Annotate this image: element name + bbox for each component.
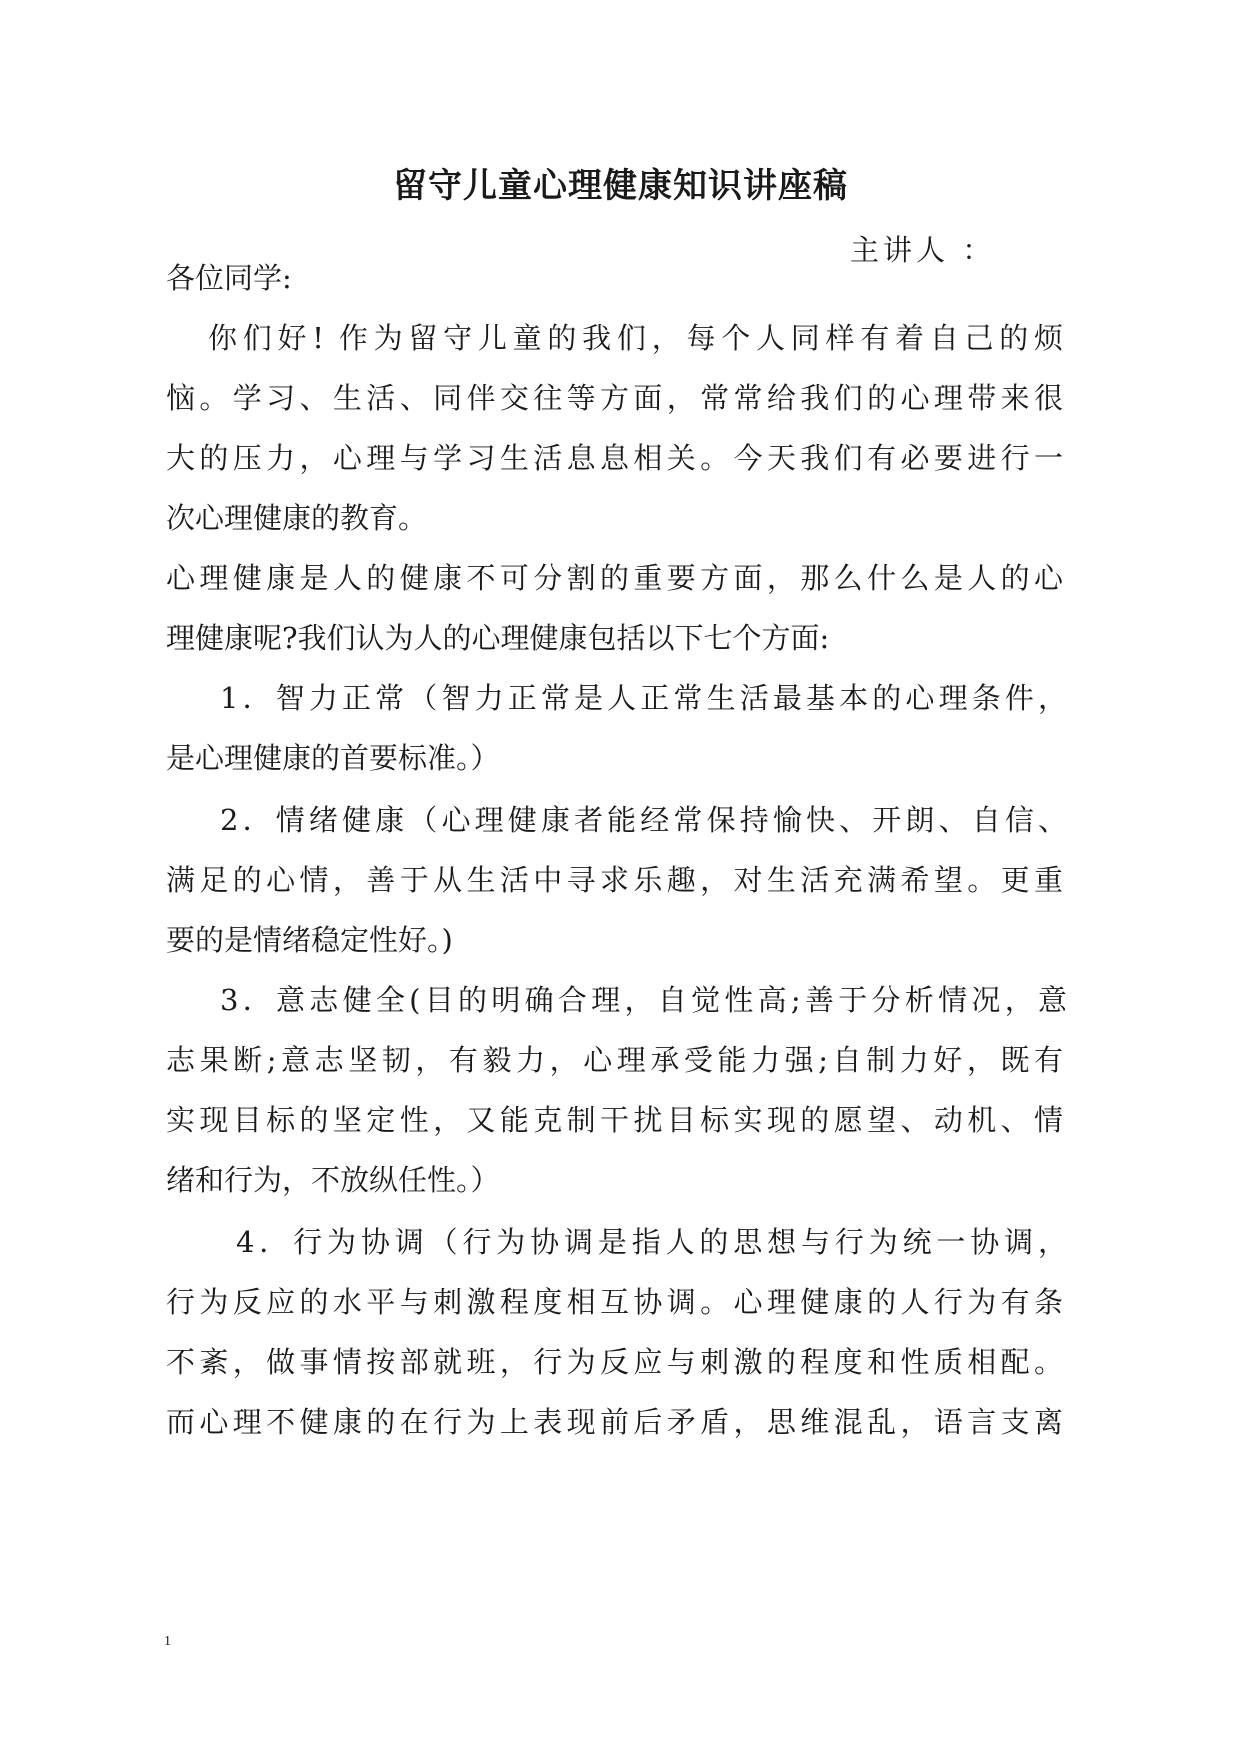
list-item-line: 满足的心情，善于从生活中寻求乐趣，对生活充满希望。更重 bbox=[166, 863, 1063, 897]
list-item-line: 是心理健康的首要标准。） bbox=[166, 741, 500, 775]
list-item-line: 而心理不健康的在行为上表现前后矛盾，思维混乱，语言支离 bbox=[166, 1405, 1063, 1439]
list-item-line: 实现目标的坚定性，又能克制干扰目标实现的愿望、动机、情 bbox=[166, 1103, 1063, 1137]
list-item-line: 志果断;意志坚韧，有毅力，心理承受能力强;自制力好，既有 bbox=[166, 1043, 1063, 1077]
page-number: 1 bbox=[164, 1634, 171, 1649]
speaker-label: 主讲人 ： bbox=[850, 233, 996, 267]
list-item-line: 2．情绪健康（心理健康者能经常保持愉快、开朗、自信、 bbox=[220, 803, 1067, 837]
list-item-line: 1．智力正常（智力正常是人正常生活最基本的心理条件， bbox=[220, 681, 1067, 715]
list-item-line: 要的是情绪稳定性好。) bbox=[166, 923, 453, 957]
document-title: 留守儿童心理健康知识讲座稿 bbox=[393, 166, 848, 206]
paragraph-line: 你们好! 作为留守儿童的我们，每个人同样有着自己的烦 bbox=[208, 321, 1063, 355]
list-item-line: 3．意志健全(目的明确合理，自觉性高;善于分析情况，意 bbox=[220, 983, 1067, 1017]
paragraph-line: 心理健康是人的健康不可分割的重要方面，那么什么是人的心 bbox=[166, 561, 1063, 595]
paragraph-line: 次心理健康的教育。 bbox=[166, 501, 428, 535]
list-item-line: 4．行为协调（行为协调是指人的思想与行为统一协调， bbox=[236, 1225, 1067, 1259]
greeting-line: 各位同学: bbox=[166, 261, 292, 295]
list-item-line: 行为反应的水平与刺激程度相互协调。心理健康的人行为有条 bbox=[166, 1285, 1063, 1319]
paragraph-line: 大的压力，心理与学习生活息息相关。今天我们有必要进行一 bbox=[166, 441, 1063, 475]
paragraph-line: 理健康呢?我们认为人的心理健康包括以下七个方面: bbox=[166, 621, 830, 655]
list-item-line: 不紊，做事情按部就班，行为反应与刺激的程度和性质相配。 bbox=[166, 1345, 1063, 1379]
list-item-line: 绪和行为，不放纵任性。） bbox=[166, 1163, 500, 1197]
paragraph-line: 恼。学习、生活、同伴交往等方面，常常给我们的心理带来很 bbox=[166, 381, 1063, 415]
